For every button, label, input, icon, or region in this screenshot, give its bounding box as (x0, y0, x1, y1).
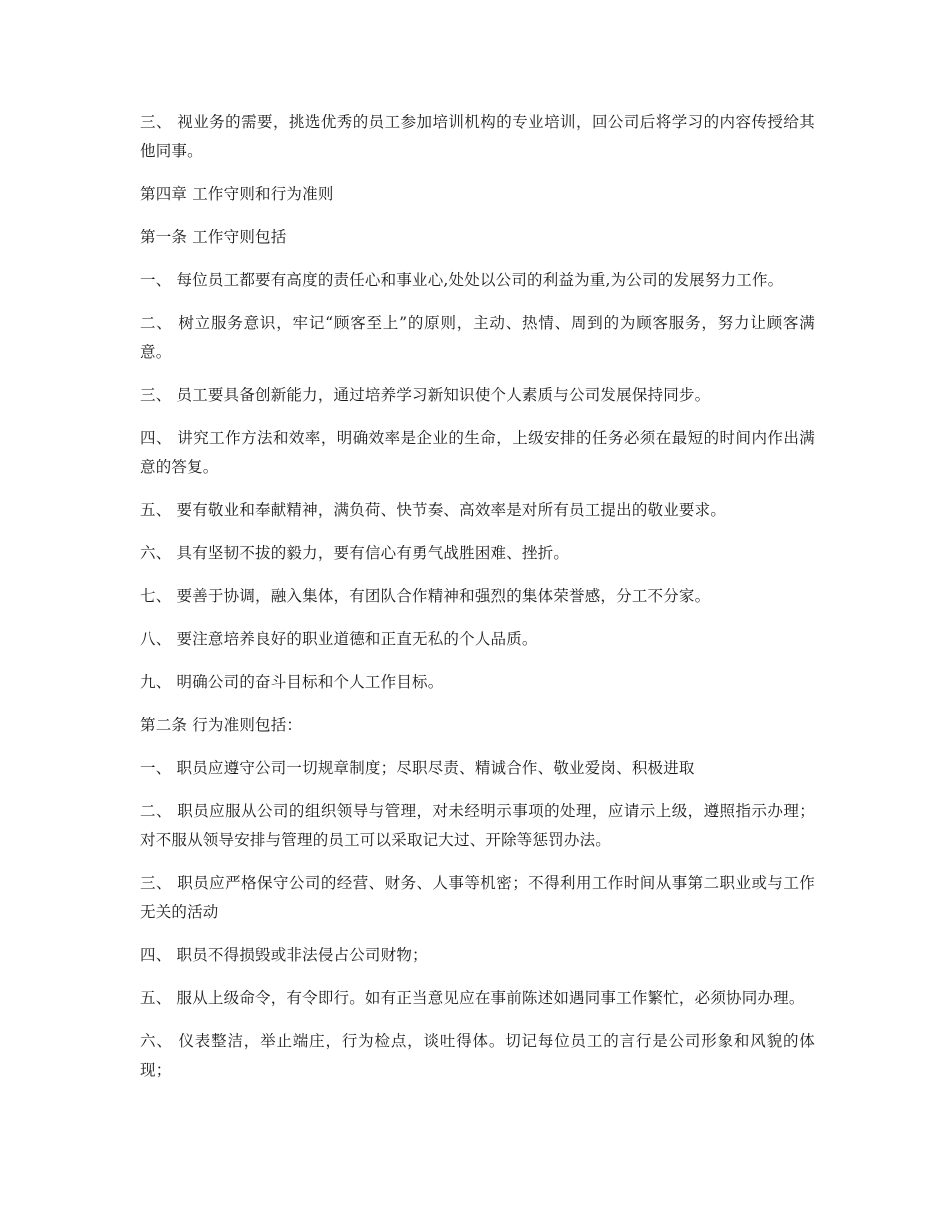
work-rule-item: 五、 要有敬业和奉献精神，满负荷、快节奏、高效率是对所有员工提出的敬业要求。 (140, 501, 727, 519)
conduct-item: 二、 职员应服从公司的组织领导与管理，对未经明示事项的处理，应请示上级，遵照指示办理；对不服从领导安排与管理的员工可以采取记大过、开除等惩罚办法。 (140, 802, 815, 849)
conduct-item: 三、 职员应严格保守公司的经营、财务、人事等机密；不得利用工作时间从事第二职业或与工作无关的活动 (140, 874, 815, 921)
work-rule-item: 一、 每位员工都要有高度的责任心和事业心,处处以公司的利益为重,为公司的发展努力工作。 (140, 271, 784, 289)
chapter-heading: 第四章 工作守则和行为准则 (140, 185, 334, 203)
conduct-item: 六、 仪表整洁，举止端庄，行为检点，谈吐得体。切记每位员工的言行是公司形象和风貌的体现； (140, 1032, 815, 1079)
paragraph-training: 三、 视业务的需要，挑选优秀的员工参加培训机构的专业培训，回公司后将学习的内容传授给其他同事。 (140, 113, 815, 160)
document-page (140, 108, 815, 1099)
work-rule-item: 七、 要善于协调，融入集体，有团队合作精神和强烈的集体荣誉感，分工不分家。 (140, 587, 711, 605)
work-rule-item: 三、 员工要具备创新能力，通过培养学习新知识使个人素质与公司发展保持同步。 (140, 386, 711, 404)
work-rule-item: 二、 树立服务意识，牢记“顾客至上”的原则，主动、热情、周到的为顾客服务，努力让顾客满意。 (140, 314, 815, 361)
conduct-item: 四、 职员不得损毁或非法侵占公司财物； (140, 946, 428, 964)
article-heading-conduct: 第二条 行为准则包括： (140, 716, 303, 734)
work-rule-item: 八、 要注意培养良好的职业道德和正直无私的个人品质。 (140, 630, 538, 648)
work-rule-item: 四、 讲究工作方法和效率，明确效率是企业的生命，上级安排的任务必须在最短的时间内作出满意的答复。 (140, 429, 815, 476)
work-rule-item: 九、 明确公司的奋斗目标和个人工作目标。 (140, 673, 444, 691)
article-heading-work-rules: 第一条 工作守则包括 (140, 228, 287, 246)
conduct-item: 一、 职员应遵守公司一切规章制度；尽职尽责、精诚合作、敬业爱岗、积极进取 (140, 759, 695, 777)
work-rule-item: 六、 具有坚韧不拔的毅力，要有信心有勇气战胜困难、挫折。 (140, 544, 570, 562)
conduct-item: 五、 服从上级命令，有令即行。如有正当意见应在事前陈述如遇同事工作繁忙，必须协同办理。 (140, 989, 805, 1007)
